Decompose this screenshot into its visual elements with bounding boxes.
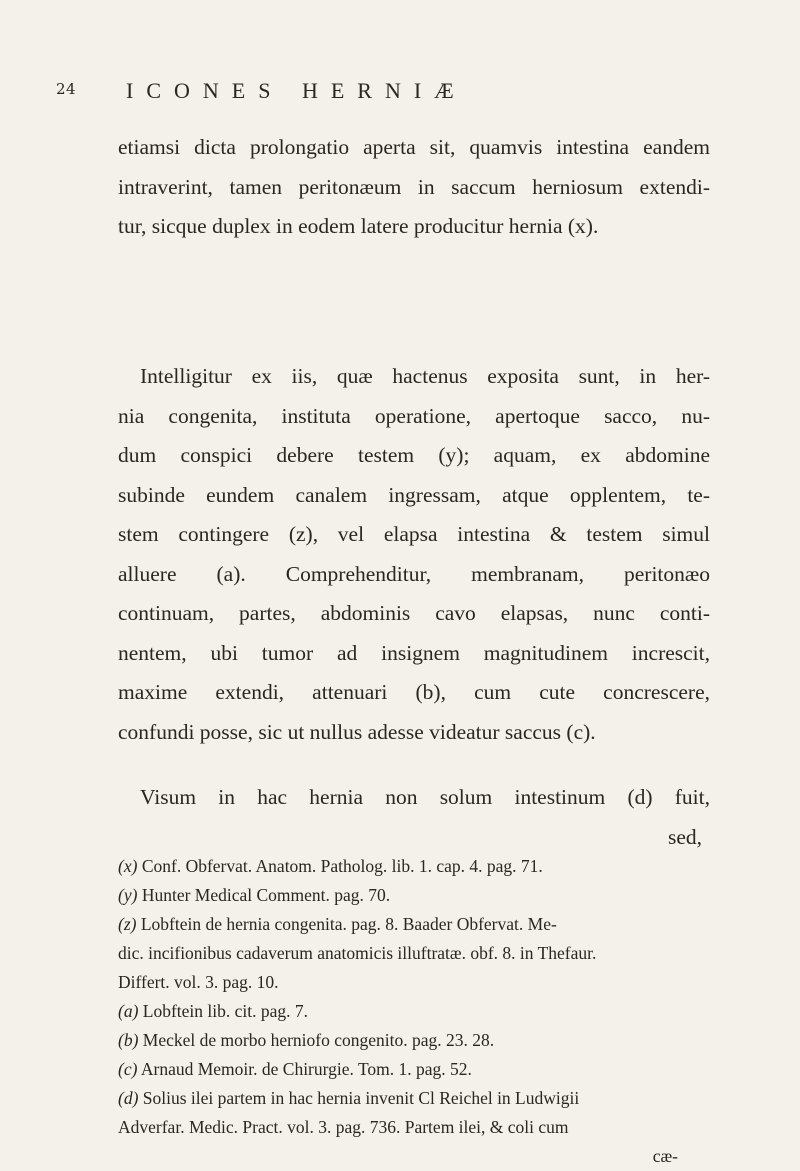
footnote-marker: (x): [118, 856, 138, 876]
footnote: [118, 910, 718, 939]
footnote-marker: (z): [118, 914, 137, 934]
text-line: stem contingere (z), vel elapsa intestina & testem simul: [118, 522, 710, 546]
text-line: intraverint, tamen peritonæum in saccum herniosum extendi-: [118, 174, 710, 199]
paragraph-3: [118, 778, 710, 857]
text-line: nia congenita, instituta operatione, apertoque sacco, nu-: [118, 403, 710, 428]
text-line: continuam, partes, abdominis cavo elapsas, nunc conti-: [118, 601, 710, 625]
paragraph-2: [118, 357, 710, 752]
text-line: nentem, ubi tumor ad insignem magnitudinem increscit,: [118, 640, 710, 665]
footnote: [118, 1084, 718, 1113]
footnote-marker: (b): [118, 1030, 139, 1050]
text-line: dum conspici debere testem (y); aquam, ex abdomine: [118, 443, 710, 467]
text-line: Intelligitur ex iis, quæ hactenus exposita sunt, in her-: [140, 364, 710, 388]
footnotes: [118, 852, 718, 1171]
paragraph-1: [118, 128, 710, 247]
footnote-text: Meckel de morbo herniofo congenito. pag. 23. 28.: [142, 1030, 495, 1050]
running-title: ICONES HERNIÆ: [126, 78, 467, 103]
footnote-text: Lobftein lib. cit. pag. 7.: [142, 1001, 309, 1021]
text-line: subinde eundem canalem ingressam, atque opplentem, te-: [118, 482, 710, 507]
footnote-marker: (y): [118, 885, 138, 905]
footnote: [118, 1026, 718, 1055]
footnote: [118, 852, 718, 881]
footnote-text: Solius ilei partem in hac hernia invenit Cl Reichel in Ludwigii: [142, 1088, 580, 1108]
footnote-marker: (d): [118, 1088, 139, 1108]
text-line: alluere (a). Comprehenditur, membranam, peritonæo: [118, 561, 710, 586]
footer-catchword: cæ-: [652, 1146, 678, 1166]
text-line: maxime extendi, attenuari (b), cum cute concrescere,: [118, 680, 710, 704]
running-head: [56, 78, 746, 108]
text-line: etiamsi dicta prolongatio aperta sit, quamvis intestina eandem: [118, 135, 710, 159]
footnote-marker: (c): [118, 1059, 138, 1079]
footnote-continuation: Differt. vol. 3. pag. 10.: [118, 972, 279, 992]
footnote: [118, 997, 718, 1026]
footnote: [118, 1055, 718, 1084]
footnote-text: Hunter Medical Comment. pag. 70.: [141, 885, 391, 905]
text-line: tur, sicque duplex in eodem latere producitur hernia (x).: [118, 214, 599, 238]
text-line: Visum in hac hernia non solum intestinum (d) fuit,: [140, 785, 710, 809]
footnote: [118, 881, 718, 910]
text-line: confundi posse, sic ut nullus adesse videatur saccus (c).: [118, 719, 596, 744]
footnote-continuation: dic. incifionibus cadaverum anatomicis illuftratæ. obf. 8. in Thefaur.: [118, 943, 597, 963]
footnote-text: Lobftein de hernia congenita. pag. 8. Baader Obfervat. Me-: [140, 914, 557, 934]
footnote-text: Conf. Obfervat. Anatom. Patholog. lib. 1. cap. 4. pag. 71.: [141, 856, 543, 876]
footnote-continuation: Adverfar. Medic. Pract. vol. 3. pag. 736. Partem ilei, & coli cum: [118, 1117, 569, 1137]
footnote-text: Arnaud Memoir. de Chirurgie. Tom. 1. pag. 52.: [140, 1059, 472, 1079]
footnote-marker: (a): [118, 1001, 139, 1021]
catchword: sed,: [667, 824, 702, 849]
page-number: 24: [56, 80, 77, 98]
